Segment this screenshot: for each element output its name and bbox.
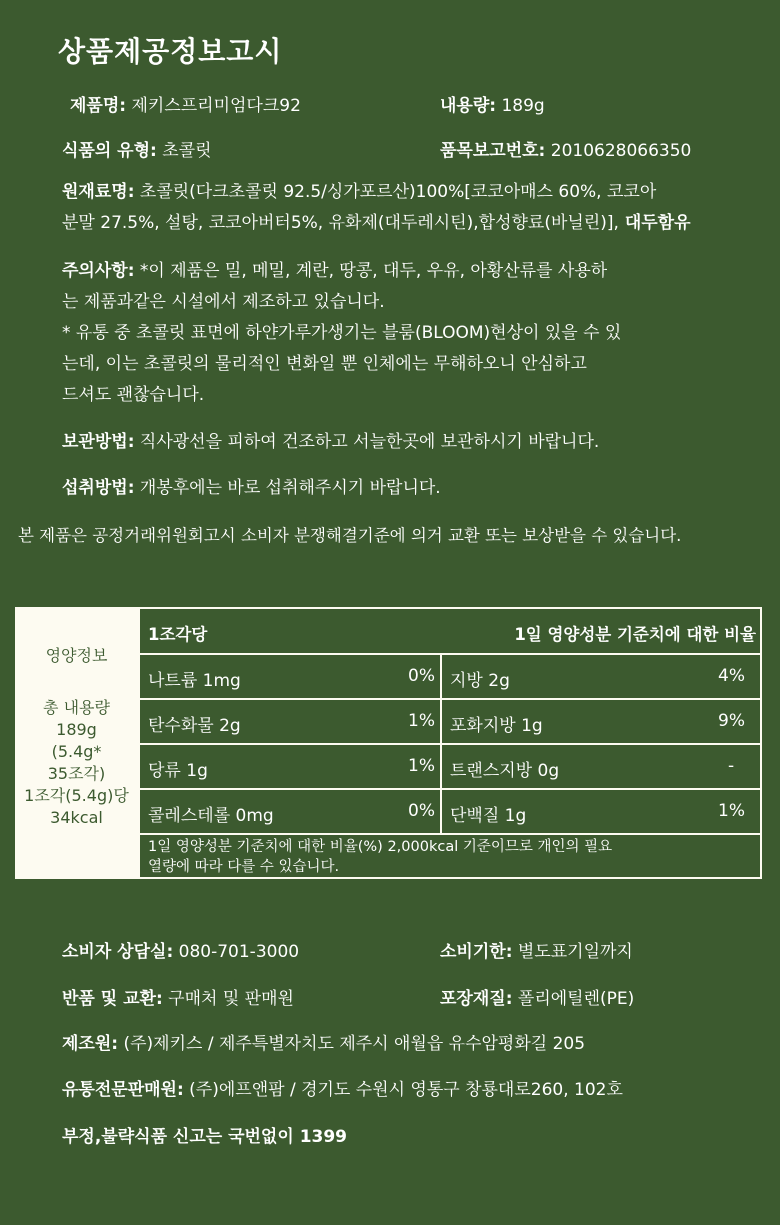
total-line5: 1조각(5.4g)당	[24, 786, 129, 805]
nutrient-pct: 1%	[408, 756, 435, 776]
storage-label: 보관방법:	[62, 432, 135, 452]
nutrition-grid	[138, 607, 762, 879]
storage	[62, 430, 599, 454]
total-line2: 189g	[56, 720, 97, 739]
food-type-value: 초콜릿	[156, 141, 212, 161]
distributor-label: 유통전문판매원:	[62, 1080, 184, 1100]
product-name	[70, 94, 301, 118]
caution	[62, 256, 621, 411]
row-divider	[140, 743, 760, 745]
expiry-label: 소비기한:	[440, 942, 513, 962]
manufacturer-label: 제조원:	[62, 1034, 119, 1054]
ingredients-line2: 분말 27.5%, 설탕, 코코아버터5%, 유화제(대두레시틴),합성향료(바닐린)],	[62, 213, 619, 233]
total-line4: 35조각)	[47, 764, 106, 783]
product-name-label: 제품명:	[70, 96, 127, 116]
packaging-value: 폴리에틸렌(PE)	[512, 989, 635, 1009]
nutrient-name: 단백질 1g	[450, 806, 527, 826]
consumer-center	[62, 937, 299, 962]
content-amount-label: 내용량:	[440, 96, 497, 116]
row-divider	[140, 788, 760, 790]
header-daily-value: 1일 영양성분 기준치에 대한 비율	[514, 625, 756, 644]
nutrition-label: 영양정보	[45, 646, 108, 665]
distributor	[62, 1075, 623, 1100]
nutrient-name: 포화지방 1g	[450, 716, 543, 736]
column-divider	[440, 655, 442, 835]
caution-label: 주의사항:	[62, 261, 135, 281]
report-hotline: 부정,불략식품 신고는 국번없이 1399	[62, 1127, 348, 1147]
caution-line4: 는데, 이는 초콜릿의 물리적인 변화일 뿐 인체에는 무해하오니 안심하고	[62, 354, 587, 374]
content-amount-value: 189g	[496, 96, 545, 116]
consumer-value: 080-701-3000	[173, 942, 300, 962]
nutrition-footnote	[148, 837, 612, 877]
row-divider	[140, 833, 760, 835]
caution-line5: 드셔도 괜찮습니다.	[62, 385, 205, 405]
storage-value: 직사광선을 피하여 건조하고 서늘한곳에 보관하시기 바랍니다.	[134, 432, 600, 452]
expiry-value: 별도표기일까지	[512, 942, 633, 962]
footnote-line2: 열량에 따라 다를 수 있습니다.	[148, 859, 340, 875]
content-amount	[440, 94, 545, 118]
nutrient-name: 트랜스지방 0g	[450, 761, 560, 781]
allergen-notice: 대두함유	[618, 213, 691, 233]
nutrient-pct: 0%	[408, 801, 435, 821]
return-value: 구매처 및 판매원	[162, 989, 294, 1009]
intake-value: 개봉후에는 바로 섭취해주시기 바랍니다.	[134, 478, 441, 498]
nutrition-summary	[15, 607, 138, 879]
nutrient-name: 당류 1g	[148, 761, 208, 781]
manufacturer-value: (주)제키스 / 제주특별자치도 제주시 애월읍 유수암평화길 205	[118, 1034, 586, 1054]
report-number	[440, 139, 691, 163]
nutrient-name: 콜레스테롤 0mg	[148, 806, 274, 826]
caution-line3: * 유통 중 초콜릿 표면에 하얀가루가생기는 블룸(BLOOM)현상이 있을 수 있	[62, 323, 622, 343]
nutrient-pct: 1%	[718, 801, 745, 821]
caution-line1: *이 제품은 밀, 메밀, 계란, 땅콩, 대두, 우유, 아황산류를 사용하	[134, 261, 608, 281]
footnote-line1: 1일 영양성분 기준치에 대한 비율(%) 2,000kcal 기준이므로 개인의 필요	[148, 839, 613, 855]
ingredients-label: 원재료명:	[62, 182, 135, 202]
nutrient-pct: 4%	[718, 666, 745, 686]
nutrient-name: 지방 2g	[450, 671, 510, 691]
manufacturer	[62, 1029, 585, 1054]
food-type-label: 식품의 유형:	[62, 141, 157, 161]
header-per-piece: 1조각당	[148, 625, 208, 644]
packaging	[440, 984, 634, 1009]
caution-line2: 는 제품과같은 시설에서 제조하고 있습니다.	[62, 292, 385, 312]
page-title: 상품제공정보고시	[58, 35, 283, 68]
nutrient-pct: 0%	[408, 666, 435, 686]
nutrient-pct: 1%	[408, 711, 435, 731]
report-number-label: 품목보고번호:	[440, 141, 546, 161]
ingredients-line1: 초콜릿(다크초콜릿 92.5/싱가포르산)100%[코코아매스 60%, 코코아	[134, 182, 657, 202]
row-divider	[140, 698, 760, 700]
report-number-value: 2010628066350	[545, 141, 692, 161]
nutrient-pct: -	[728, 756, 735, 776]
food-type	[62, 139, 212, 163]
intake-label: 섭취방법:	[62, 478, 135, 498]
ingredients	[62, 177, 691, 239]
nutrient-name: 나트륨 1mg	[148, 671, 241, 691]
return-label: 반품 및 교환:	[62, 989, 163, 1009]
expiry	[440, 937, 633, 962]
nutrient-pct: 9%	[718, 711, 745, 731]
total-line6: 34kcal	[50, 808, 103, 827]
row-divider	[140, 653, 760, 655]
intake	[62, 476, 441, 500]
total-line1: 총 내용량	[43, 698, 110, 717]
product-name-value: 제키스프리미엄다크92	[126, 96, 301, 116]
packaging-label: 포장재질:	[440, 989, 513, 1009]
distributor-value: (주)에프앤팜 / 경기도 수원시 영통구 창룡대로260, 102호	[183, 1080, 623, 1100]
consumer-notice: 본 제품은 공정거래위원회고시 소비자 분쟁해결기준에 의거 교환 또는 보상받을 수 있습니다.	[18, 526, 682, 545]
consumer-label: 소비자 상담실:	[62, 942, 174, 962]
total-line3: (5.4g*	[51, 742, 102, 761]
nutrition-total	[15, 697, 138, 829]
nutrient-name: 탄수화물 2g	[148, 716, 241, 736]
nutrition-table	[15, 607, 762, 879]
return-exchange	[62, 984, 294, 1009]
